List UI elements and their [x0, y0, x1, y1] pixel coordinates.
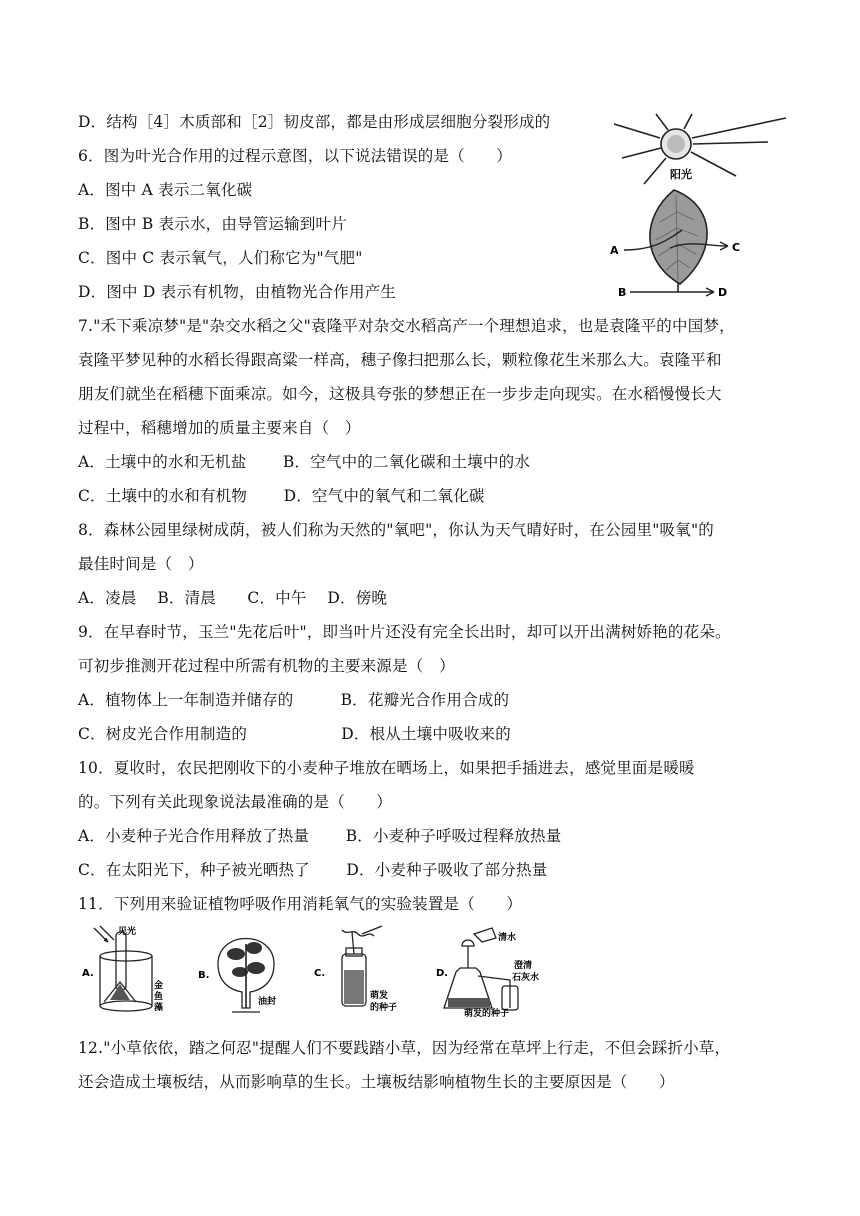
plant-label-3: 藻	[154, 1003, 164, 1013]
question-9-line-1: 9．在早春时节，玉兰"先花后叶"，即当叶片还没有完全长出时，却可以开出满树娇艳的花朵。	[78, 623, 731, 641]
apparatus-b	[196, 924, 292, 1016]
question-10-line-1: 10．夏收时，农民把刚收下的小麦种子堆放在晒场上，如果把手插进去，感觉里面是暖暖	[78, 759, 695, 777]
options-ab-q9: A．植物体上一年制造并储存的 B．花瓣光合作用合成的	[78, 691, 510, 709]
question-7-line-1: 7."禾下乘凉梦"是"杂交水稻之父"袁隆平对杂交水稻高产一个理想追求，也是袁隆平的中国梦，	[78, 317, 735, 335]
plant-label-2: 鱼	[154, 992, 164, 1002]
options-ab-q7: A．土壤中的水和无机盐 B．空气中的二氧化碳和土壤中的水	[78, 453, 531, 471]
sunlight-label: 阳光	[670, 168, 692, 181]
options-cd-q10: C．在太阳光下，种子被光晒热了 D．小麦种子吸收了部分热量	[78, 861, 548, 879]
apparatus-c	[312, 924, 412, 1016]
apparatus-c-letter: C.	[314, 968, 326, 979]
label-b: B	[618, 286, 627, 299]
seed-label-2: 的种子	[370, 1003, 398, 1013]
question-8-line-1: 8．森林公园里绿树成荫，被人们称为天然的"氧吧"，你认为天气晴好时，在公园里"吸氧"的	[78, 521, 714, 539]
options-ab-q10: A．小麦种子光合作用释放了热量 B．小麦种子呼吸过程释放热量	[78, 827, 562, 845]
label-a: A	[610, 244, 619, 257]
leaf-shape	[650, 190, 707, 284]
options-cd-q9: C．树皮光合作用制造的 D．根从土壤中吸收来的	[78, 725, 511, 743]
plant-label-1: 金	[154, 981, 164, 991]
option-a-q6: A．图中 A 表示二氧化碳	[78, 181, 253, 199]
question-7-line-4: 过程中，稻穗增加的质量主要来自（ ）	[78, 419, 361, 437]
apparatus-a-letter: A.	[82, 968, 94, 979]
option-b-q6: B．图中 B 表示水，由导管运输到叶片	[78, 215, 347, 233]
label-c: C	[732, 241, 741, 254]
limewater-label-2: 石灰水	[512, 973, 540, 983]
question-11: 11．下列用来验证植物呼吸作用消耗氧气的实验装置是（ ）	[78, 895, 523, 913]
question-7-line-3: 朋友们就坐在稻穗下面乘凉。如今，这极具夸张的梦想正在一步步走向现实。在水稻慢慢长大	[78, 385, 722, 403]
light-label: 见光	[118, 927, 137, 937]
question-7-line-2: 袁隆平梦见种的水稻长得跟高粱一样高，穗子像扫把那么长，颗粒像花生米那么大。袁隆平和	[78, 351, 722, 369]
option-d-q6: D．图中 D 表示有机物，由植物光合作用产生	[78, 283, 397, 301]
limewater-label-1: 澄清	[514, 961, 533, 971]
apparatus-b-letter: B.	[198, 970, 210, 981]
question-12-line-2: 还会造成土壤板结，从而影响草的生长。土壤板结影响植物生长的主要原因是（ ）	[78, 1073, 675, 1091]
options-cd-q7: C．土壤中的水和有机物 D．空气中的氧气和二氧化碳	[78, 487, 485, 505]
seed-label-1: 萌发	[370, 991, 389, 1001]
sun-icon	[614, 114, 786, 184]
oil-seal-label: 油封	[258, 997, 277, 1007]
question-8-line-2: 最佳时间是（ ）	[78, 555, 204, 573]
question-9-line-2: 可初步推测开花过程中所需有机物的主要来源是（ ）	[78, 657, 455, 675]
option-c-q6: C．图中 C 表示氧气，人们称它为"气肥"	[78, 249, 363, 267]
option-d-q5: D．结构［4］木质部和［2］韧皮部，都是由形成层细胞分裂形成的	[78, 113, 551, 131]
options-q8: A．凌晨 B．清晨 C．中午 D．傍晚	[78, 589, 388, 607]
question-10-line-2: 的。下列有关此现象说法最准确的是（ ）	[78, 793, 393, 811]
apparatus-a	[80, 924, 180, 1016]
label-d: D	[718, 286, 728, 299]
question-6: 6．图为叶光合作用的过程示意图，以下说法错误的是（ ）	[78, 147, 512, 165]
leaf-photosynthesis-figure	[608, 112, 790, 300]
clear-water-label: 清水	[498, 933, 517, 943]
question-12-line-1: 12."小草依依，踏之何忍"提醒人们不要践踏小草，因为经常在草坪上行走，不但会踩折小草，	[78, 1039, 731, 1057]
germinating-seed-label: 萌发的种子	[464, 1009, 510, 1018]
apparatus-d	[434, 924, 554, 1018]
apparatus-d-letter: D.	[436, 968, 449, 979]
